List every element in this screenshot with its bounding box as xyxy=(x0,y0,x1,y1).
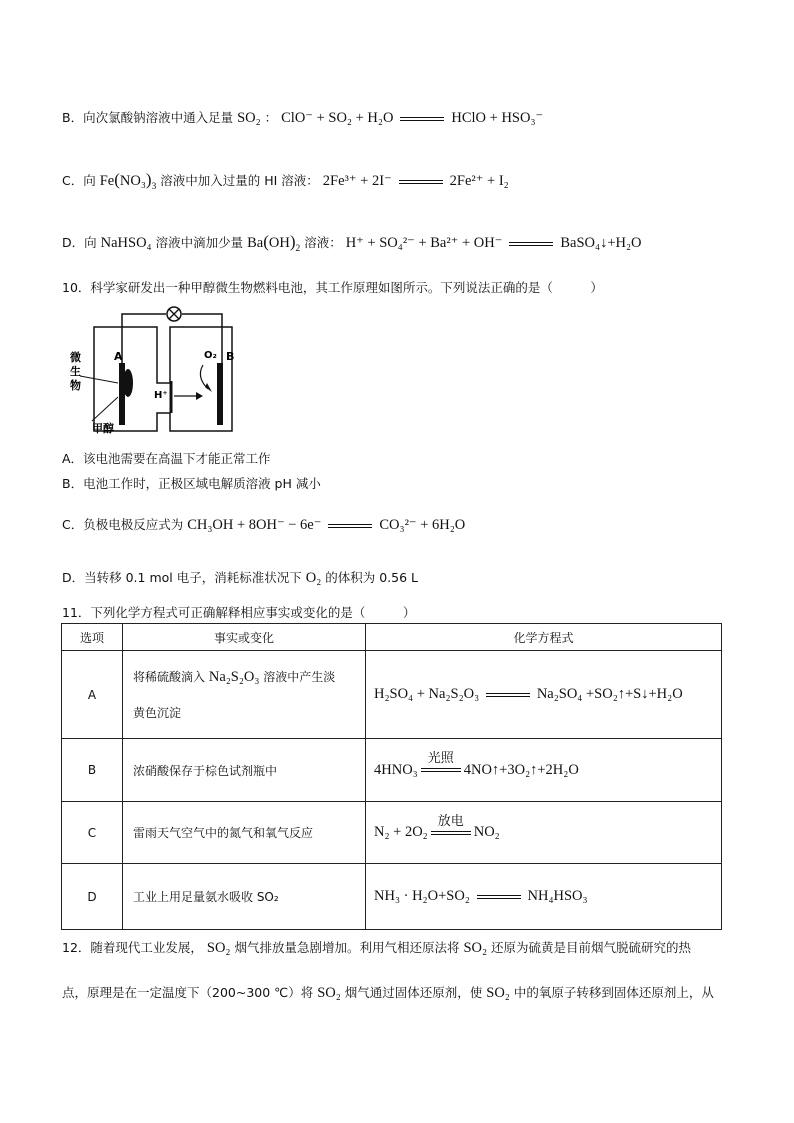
arrow-right-icon xyxy=(196,392,203,400)
q9-d-mid1: 溶液中滴加少量 xyxy=(155,235,244,250)
eq-left: H₂SO₄ + Na₂S₂O₃ xyxy=(374,686,480,702)
methanol-label: 甲醇 xyxy=(92,422,114,435)
fact-text: 溶液中产生淡 xyxy=(263,669,336,684)
subscript-3: 3 xyxy=(151,181,157,192)
q10-option-c xyxy=(62,515,465,534)
q12-line-2 xyxy=(62,983,714,1002)
q9-option-c: C．向 $Fe(NO_3)_3$ 溶液中加入过量的 HI 溶液： 2Fe³⁺ + 2I⁻ 2Fe²⁺ + I₂ xyxy=(62,170,509,192)
oh-group: OH xyxy=(268,235,290,251)
table-row xyxy=(62,739,722,802)
eq-left: N₂ + 2O₂ xyxy=(374,824,428,840)
row-option: D xyxy=(62,864,123,930)
q11-stem: 11．下列化学方程式可正确解释相应事实或变化的是（ ） xyxy=(62,605,416,620)
equals-sign xyxy=(486,690,530,700)
q9-c-mid: 溶液中加入过量的 HI 溶液： xyxy=(160,173,319,188)
q10-c-eq-left: CH₃OH + 8OH⁻ − 6e⁻ xyxy=(187,517,322,533)
q10-c-prefix: C．负极电极反应式为 xyxy=(62,517,184,532)
nahso4-formula: NaHSO₄ xyxy=(100,235,152,251)
row-fact: 雷雨天气空气中的氮气和氧气反应 xyxy=(123,802,366,864)
microbe-blob xyxy=(123,369,133,397)
microbe-label-1: 微 xyxy=(70,351,81,364)
q12-text: 烟气通过固体还原剂，使 xyxy=(344,985,483,1000)
q12-text: 烟气排放量急剧增加。利用气相还原法将 xyxy=(234,940,460,955)
q9-b-text: B．向次氯酸钠溶液中通入足量 xyxy=(62,110,234,125)
electrode-b-label: B xyxy=(226,350,235,363)
eq-right: NH₄HSO₃ xyxy=(527,888,588,904)
q12-text: 还原为硫黄是目前烟气脱硫研究的热 xyxy=(491,940,692,955)
fact-text: 将稀硫酸滴入 xyxy=(133,669,206,684)
q10-option-b: B．电池工作时，正极区域电解质溶液 pH 减小 xyxy=(62,476,321,491)
table-row xyxy=(62,651,722,739)
so2-formula: SO₂ xyxy=(237,110,261,126)
q10-d-prefix: D．当转移 0.1 mol 电子，消耗标准状况下 xyxy=(62,570,302,585)
q12-line-1 xyxy=(62,938,691,957)
header-equation: 化学方程式 xyxy=(366,624,722,651)
oxygen-label: O₂ xyxy=(204,350,217,361)
header-option: 选项 xyxy=(62,624,123,651)
q9-d-eq-right: BaSO₄↓+H₂O xyxy=(560,235,642,251)
so2-formula: SO₂ xyxy=(463,940,488,956)
so2-formula: SO₂ xyxy=(206,940,231,956)
na2s2o3-formula: Na₂S₂O₃ xyxy=(208,668,260,685)
q9-c-eq-left: 2Fe³⁺ + 2I⁻ xyxy=(322,173,392,189)
so2-formula: SO₂ xyxy=(317,985,341,1001)
equals-sign xyxy=(399,177,443,187)
q9-c-prefix: C．向 xyxy=(62,173,96,188)
table-row xyxy=(62,802,722,864)
row-fact xyxy=(123,651,366,739)
eq-condition: 光照 xyxy=(427,751,454,766)
subscript-2: 2 xyxy=(295,243,301,254)
o2-formula: O₂ xyxy=(305,570,322,586)
q12-text: 12．随着现代工业发展， xyxy=(62,940,203,955)
q10-stem: 10．科学家研发出一种甲醇微生物燃料电池，其工作原理如图所示。下列说法正确的是（ ） xyxy=(62,280,603,295)
row-equation xyxy=(366,651,722,739)
table-row xyxy=(62,864,722,930)
equals-sign xyxy=(477,892,521,902)
fuel-cell-diagram xyxy=(62,303,272,438)
q10-d-suffix: 的体积为 0.56 L xyxy=(325,570,418,585)
fact-text: 黄色沉淀 xyxy=(133,705,182,720)
row-option: B xyxy=(62,739,123,802)
q9-d-eq-left: H⁺ + SO₄²⁻ + Ba²⁺ + OH⁻ xyxy=(345,235,503,251)
q9-d-prefix: D．向 xyxy=(62,235,97,250)
ba-symbol: Ba xyxy=(247,235,264,251)
q9-option-b: B．向次氯酸钠溶液中通入足量 SO₂ ： ClO⁻ + SO₂ + H₂O HClO + HSO₃⁻ xyxy=(62,110,544,126)
q9-b-eq-right: HClO + HSO₃⁻ xyxy=(451,110,544,126)
equals-sign xyxy=(431,813,471,838)
eq-condition: 放电 xyxy=(437,813,464,829)
so2-formula: SO₂ xyxy=(486,985,510,1001)
q10-option-d xyxy=(62,568,418,587)
row-fact: 工业上用足量氨水吸收 SO₂ xyxy=(123,864,366,930)
eq-left: NH₃ · H₂O+SO₂ xyxy=(374,888,470,904)
header-fact: 事实或变化 xyxy=(123,624,366,651)
q10-c-eq-right: CO₃²⁻ + 6H₂O xyxy=(379,517,466,533)
bulb-icon xyxy=(167,307,181,321)
eq-right: NO₂ xyxy=(473,824,500,840)
eq-right: 4NO↑+3O₂↑+2H₂O xyxy=(463,761,579,778)
microbe-label-3: 物 xyxy=(70,379,81,392)
electrode-a-label: A xyxy=(114,350,123,363)
q12-text: 点，原理是在一定温度下（200~300 ℃）将 xyxy=(62,985,314,1000)
no3-group: NO₃ xyxy=(119,173,146,189)
q11-table xyxy=(61,623,722,930)
row-option: A xyxy=(62,651,123,739)
row-option: C xyxy=(62,802,123,864)
equals-sign xyxy=(509,239,553,249)
q12-text: 中的氧原子转移到固体还原剂上，从 xyxy=(513,985,714,1000)
row-equation xyxy=(366,864,722,930)
fe-symbol: Fe xyxy=(99,173,115,189)
q9-d-mid2: 溶液： xyxy=(304,235,342,250)
microbe-label-2: 生 xyxy=(70,365,81,378)
eq-right: Na₂SO₄ +SO₂↑+S↓+H₂O xyxy=(536,686,683,702)
table-header-row xyxy=(62,624,722,651)
q9-option-d: D．向 NaHSO₄ 溶液中滴加少量 $Ba(OH)_2$ 溶液： H⁺ + SO₄²⁻ + Ba²⁺ + OH⁻ BaSO₄↓+H₂O xyxy=(62,232,642,254)
equals-sign xyxy=(421,751,461,775)
row-equation xyxy=(366,802,722,864)
q9-b-eq-left: ClO⁻ + SO₂ + H₂O xyxy=(281,110,394,126)
row-fact: 浓硝酸保存于棕色试剂瓶中 xyxy=(123,739,366,802)
q10-option-a: A．该电池需要在高温下才能正常工作 xyxy=(62,451,271,466)
eq-left: 4HNO₃ xyxy=(374,761,418,778)
equals-sign xyxy=(328,521,372,531)
q9-c-eq-right: 2Fe²⁺ + I₂ xyxy=(449,173,509,189)
equals-sign xyxy=(400,114,444,124)
proton-label: H⁺ xyxy=(154,390,168,401)
row-equation xyxy=(366,739,722,802)
arrow-curve-icon xyxy=(205,383,212,392)
